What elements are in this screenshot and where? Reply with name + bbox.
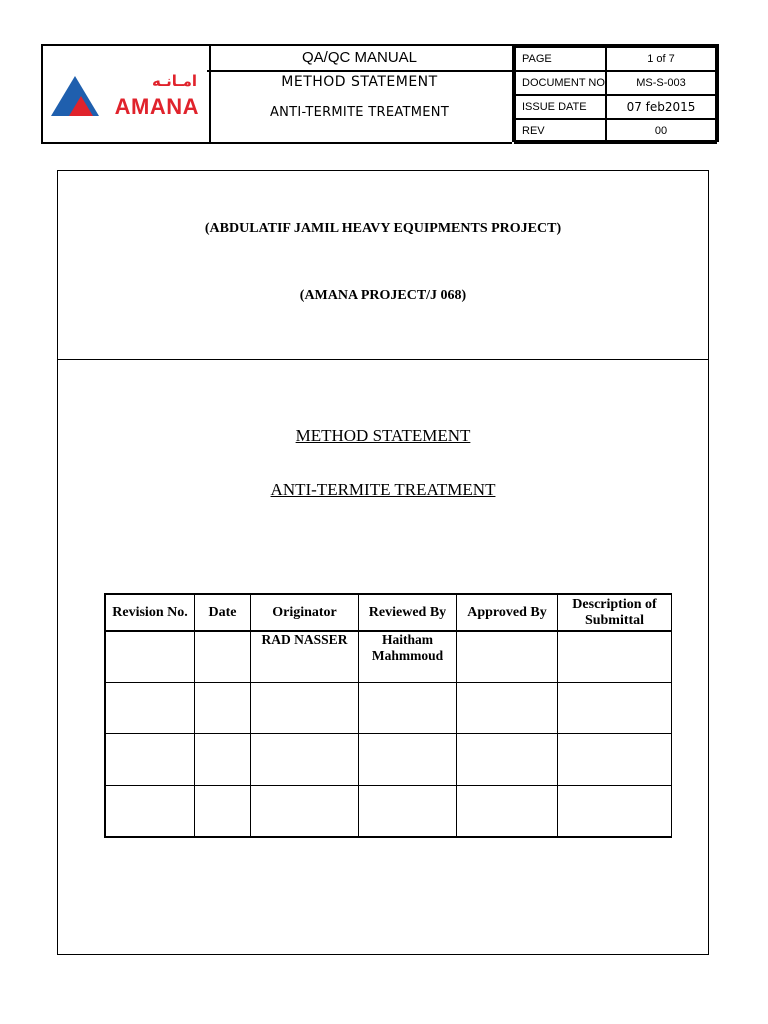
- document-meta-table: [512, 44, 719, 142]
- meta-row-rev: [515, 119, 716, 143]
- header-titles: [207, 44, 512, 144]
- doc-type: METHOD STATEMENT: [207, 70, 512, 92]
- logo-text: AMANA: [114, 94, 199, 118]
- cell-date: [195, 734, 251, 785]
- cell-approved-by: [457, 734, 558, 785]
- meta-label: PAGE: [515, 47, 606, 71]
- cover-page-frame: [57, 170, 709, 955]
- section-divider: [58, 359, 708, 360]
- project-code: (AMANA PROJECT/J 068): [299, 288, 467, 303]
- cell-revision-no: [106, 734, 195, 785]
- cell-description: [558, 631, 672, 683]
- meta-value-rev: 00: [606, 119, 716, 143]
- cell-date: [195, 785, 251, 836]
- main-title: METHOD STATEMENT: [295, 426, 471, 445]
- cell-reviewed-by: [359, 785, 457, 836]
- meta-value-page: 1 of 7: [606, 47, 716, 71]
- manual-title: QA/QC MANUAL: [301, 49, 418, 66]
- meta-row-issue-date: [515, 95, 716, 119]
- col-header-date: Date: [195, 595, 251, 632]
- meta-row-document-no: [515, 71, 716, 95]
- cell-description: [558, 683, 672, 734]
- col-header-description: Description of Submittal: [558, 595, 672, 632]
- cell-approved-by: [457, 631, 558, 683]
- cell-reviewed-by: Haitham Mahmmoud: [359, 631, 457, 683]
- meta-label: REV: [515, 119, 606, 143]
- cell-revision-no: [106, 631, 195, 683]
- doc-subject: ANTI-TERMITE TREATMENT: [269, 105, 450, 120]
- meta-label: ISSUE DATE: [515, 95, 606, 119]
- document-header: [41, 44, 717, 142]
- project-name: (ABDULATIF JAMIL HEAVY EQUIPMENTS PROJECT): [204, 221, 562, 236]
- cell-originator: [251, 734, 359, 785]
- company-logo-box: [41, 44, 211, 144]
- cell-description: [558, 734, 672, 785]
- meta-row-page: [515, 47, 716, 71]
- col-header-approved-by: Approved By: [457, 595, 558, 632]
- cell-originator: RAD NASSER: [251, 631, 359, 683]
- col-header-reviewed-by: Reviewed By: [359, 595, 457, 632]
- cell-approved-by: [457, 785, 558, 836]
- cell-originator: [251, 785, 359, 836]
- revision-table: [104, 593, 672, 838]
- revision-table-header: [106, 595, 672, 632]
- cell-originator: [251, 683, 359, 734]
- table-row: [106, 683, 672, 734]
- cell-reviewed-by: [359, 734, 457, 785]
- cell-date: [195, 683, 251, 734]
- table-row: [106, 734, 672, 785]
- meta-value-issue-date: 07 feb2015: [606, 95, 716, 119]
- cell-revision-no: [106, 683, 195, 734]
- main-subtitle: ANTI-TERMITE TREATMENT: [270, 480, 496, 499]
- logo-arabic-text: امـانـه: [151, 72, 197, 90]
- meta-label: DOCUMENT NO: [515, 71, 606, 95]
- meta-value-document-no: MS-S-003: [606, 71, 716, 95]
- cell-date: [195, 631, 251, 683]
- table-row: [106, 785, 672, 836]
- cell-description: [558, 785, 672, 836]
- cell-revision-no: [106, 785, 195, 836]
- table-row: [106, 631, 672, 683]
- col-header-originator: Originator: [251, 595, 359, 632]
- cell-reviewed-by: [359, 683, 457, 734]
- amana-logo: [51, 68, 201, 118]
- cell-approved-by: [457, 683, 558, 734]
- col-header-revision-no: Revision No.: [106, 595, 195, 632]
